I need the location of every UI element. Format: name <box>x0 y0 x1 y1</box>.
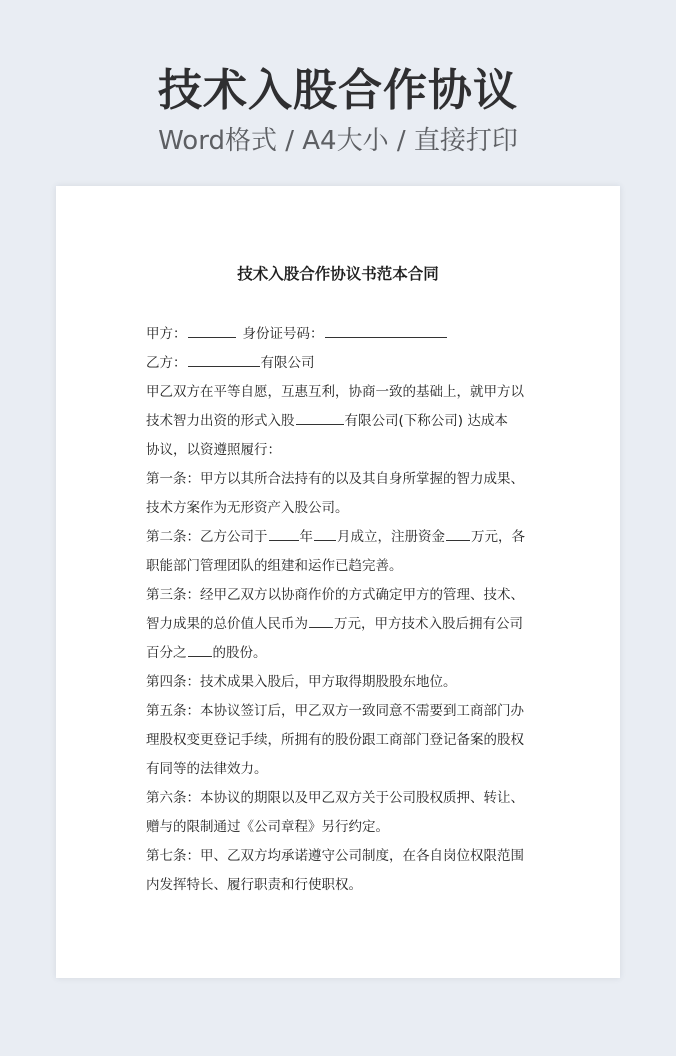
company-name-blank <box>296 412 344 425</box>
document-body <box>146 320 538 900</box>
clause-7-line-2: 内发挥特长、履行职责和行使职权。 <box>146 877 362 893</box>
share-percent-blank <box>188 644 212 657</box>
preamble-line-2: 技术智力出资的形式入股 有限公司(下称公司) 达成本 <box>146 413 508 429</box>
party-a-blank <box>188 325 236 338</box>
clause-1-line-1: 第一条：甲方以其所合法持有的以及其自身所掌握的智力成果、 <box>146 471 524 487</box>
document-page <box>56 186 620 978</box>
clause-7-line-1: 第七条：甲、乙双方均承诺遵守公司制度，在各自岗位权限范围 <box>146 848 524 864</box>
id-number-blank <box>325 325 447 338</box>
clause-1-line-2: 技术方案作为无形资产入股公司。 <box>146 500 349 516</box>
clause-2-line-1: 第二条：乙方公司于 年 月成立，注册资金 万元，各 <box>146 529 525 545</box>
page-header <box>0 62 676 158</box>
founding-year-blank <box>269 528 299 541</box>
document-title: 技术入股合作协议书范本合同 <box>237 265 439 283</box>
clause-4-line-1: 第四条：技术成果入股后，甲方取得期股股东地位。 <box>146 674 457 690</box>
party-b-suffix: 有限公司 <box>260 355 315 371</box>
party-b-label: 乙方： <box>146 355 187 371</box>
preamble-line-3: 协议，以资遵照履行： <box>146 442 281 458</box>
clause-6-line-1: 第六条：本协议的期限以及甲乙双方关于公司股权质押、转让、 <box>146 790 524 806</box>
party-a-label: 甲方： <box>146 326 187 342</box>
party-b-line <box>146 349 538 378</box>
clause-5-line-2: 理股权变更登记手续，所拥有的股份跟工商部门登记备案的股权 <box>146 732 524 748</box>
clause-3-line-1: 第三条：经甲乙双方以协商作价的方式确定甲方的管理、技术、 <box>146 587 524 603</box>
total-value-blank <box>309 615 333 628</box>
page-subtitle: Word格式 / A4大小 / 直接打印 <box>158 126 518 156</box>
clause-2-line-2: 职能部门管理团队的组建和运作已趋完善。 <box>146 558 403 574</box>
clause-5-line-3: 有同等的法律效力。 <box>146 761 268 777</box>
page-title: 技术入股合作协议 <box>158 65 518 116</box>
clause-6-line-2: 赠与的限制通过《公司章程》另行约定。 <box>146 819 389 835</box>
clause-3-line-2: 智力成果的总价值人民币为 万元，甲方技术入股后拥有公司 <box>146 616 523 632</box>
id-number-label: 身份证号码： <box>242 326 324 342</box>
clause-5-line-1: 第五条：本协议签订后，甲乙双方一致同意不需要到工商部门办 <box>146 703 524 719</box>
clause-3-line-3: 百分之 的股份。 <box>146 645 267 661</box>
registered-capital-blank <box>446 528 470 541</box>
founding-month-blank <box>314 528 336 541</box>
party-a-line <box>146 320 538 349</box>
party-b-blank <box>188 354 260 367</box>
preamble-line-1: 甲乙双方在平等自愿，互惠互利，协商一致的基础上，就甲方以 <box>146 384 524 400</box>
